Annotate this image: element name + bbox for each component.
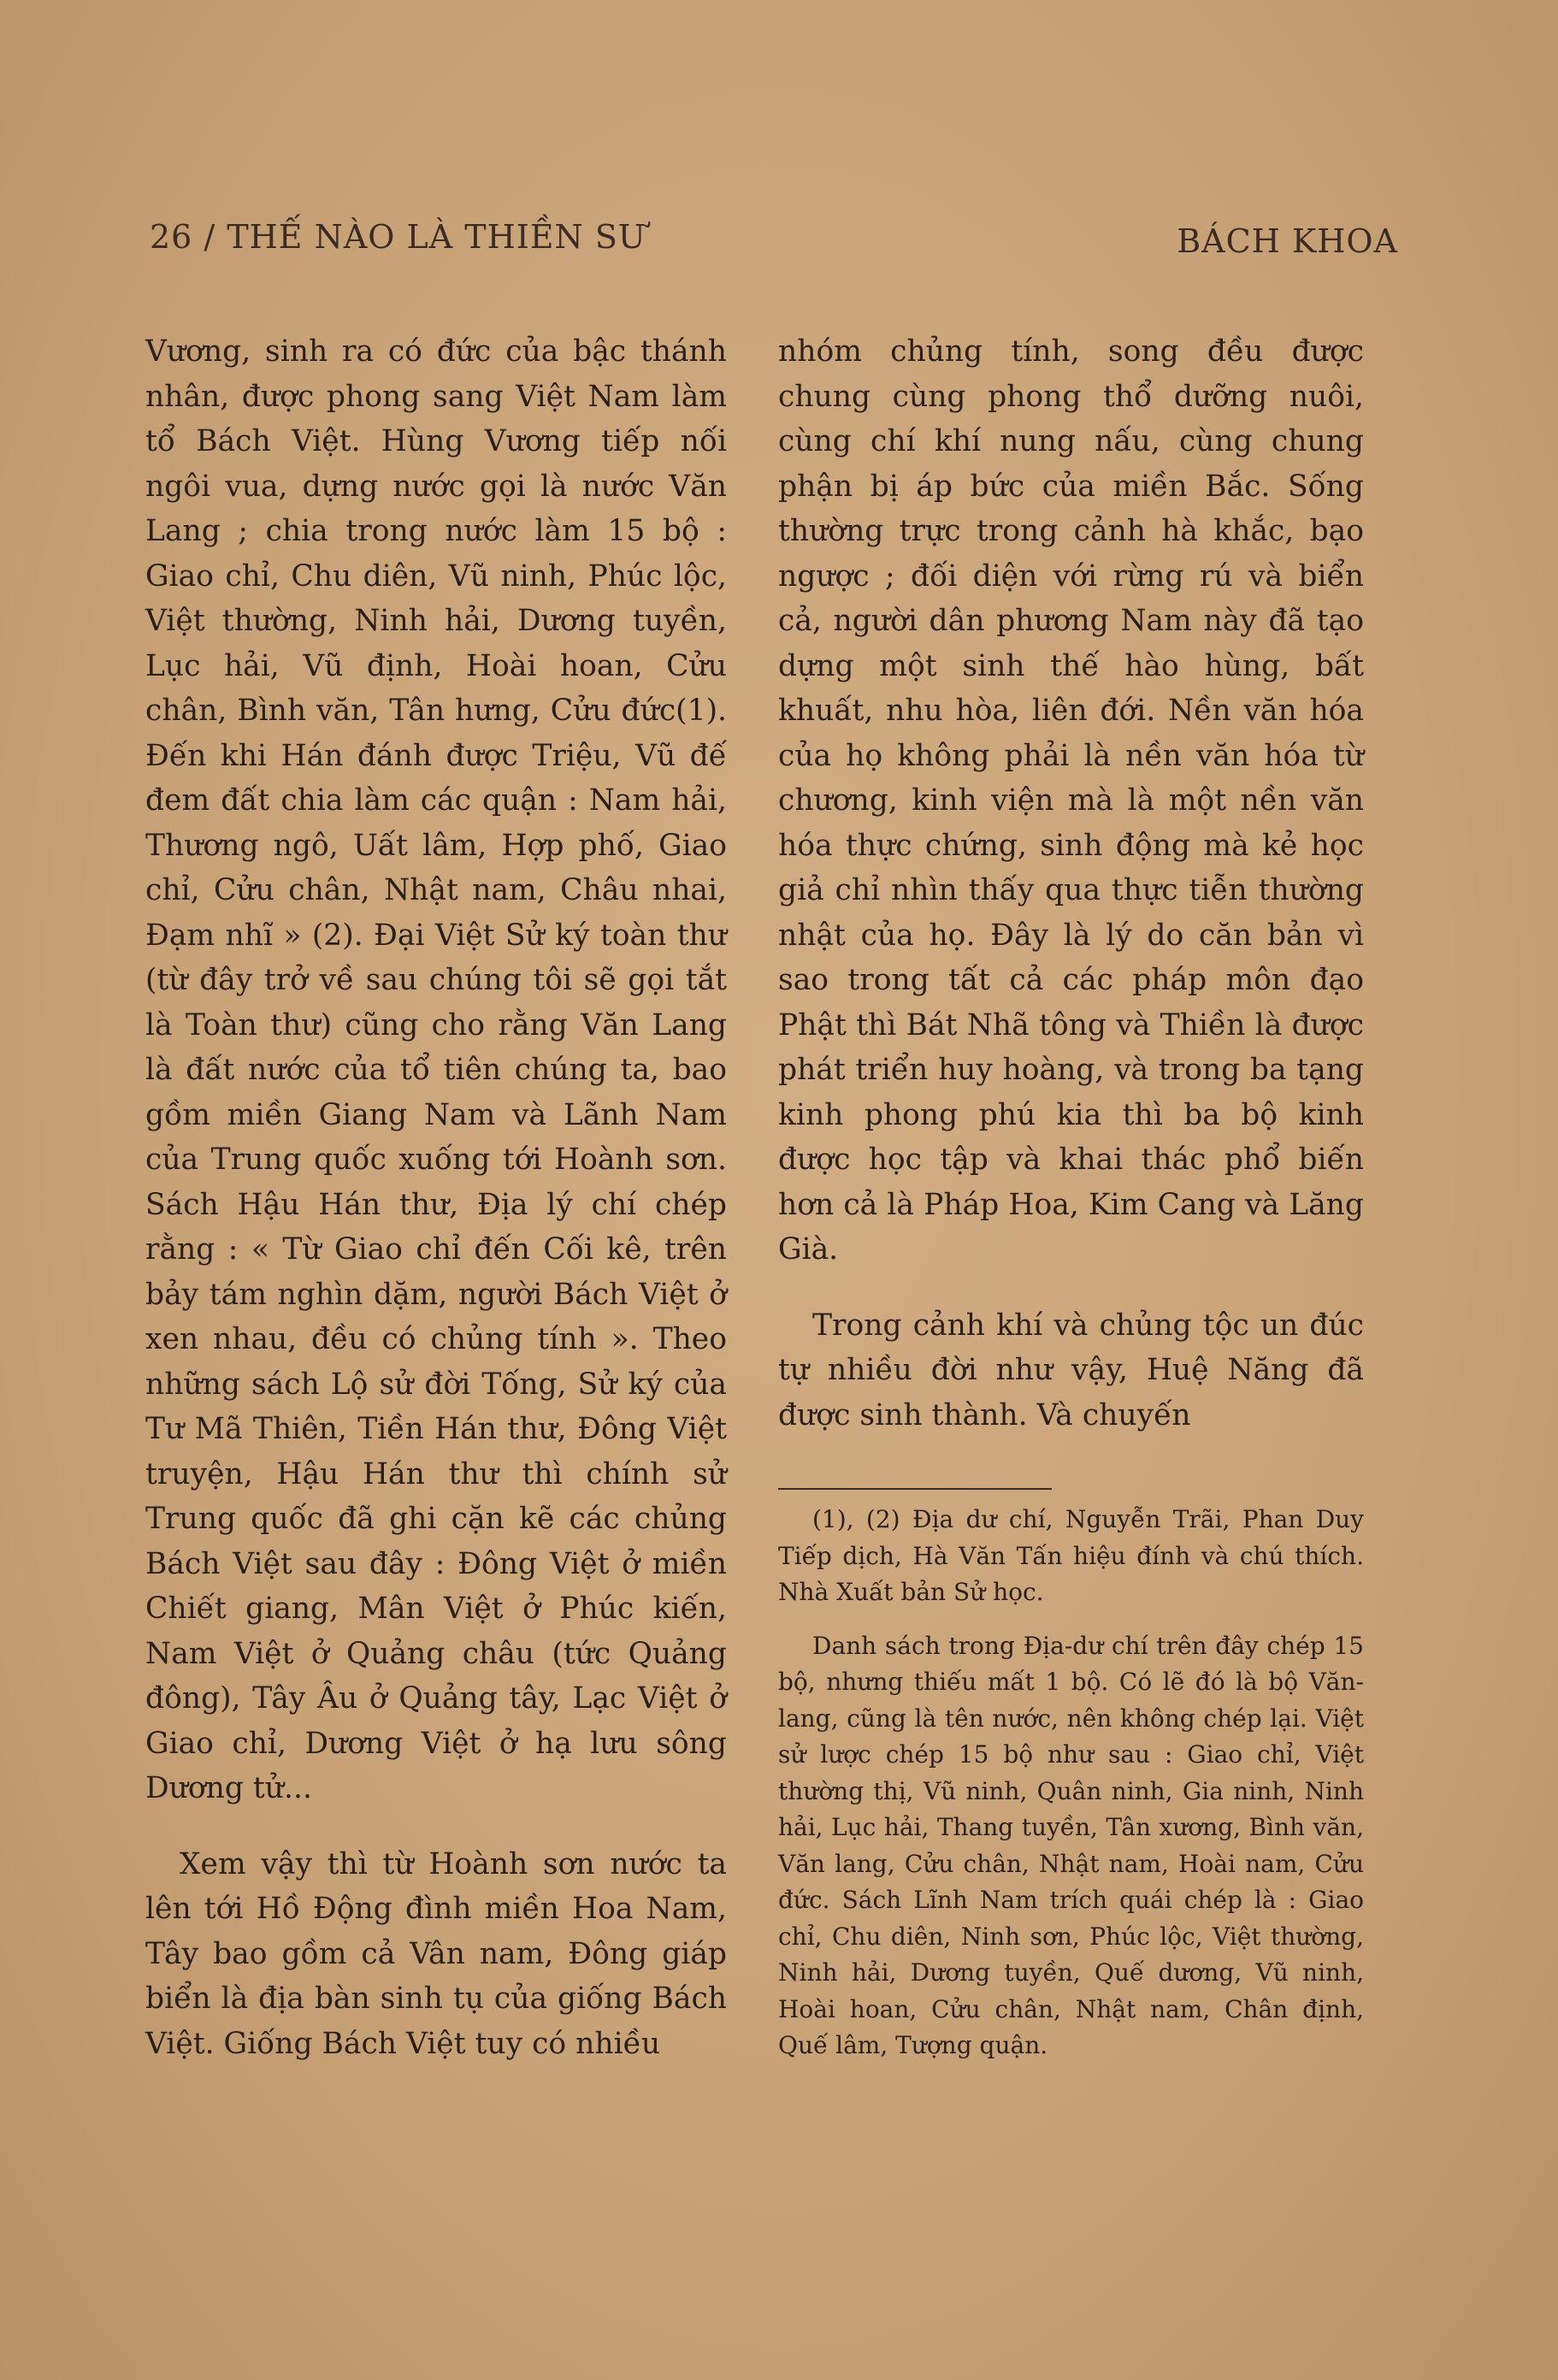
right-paragraph-2: Trong cảnh khí và chủng tộc un đúc tự nhiều đời như vậy, Huệ Năng đã được sinh thành. Và chuyến [778, 1308, 1364, 1432]
left-paragraph-2: Xem vậy thì từ Hoành sơn nước ta lên tới Hồ Động đình miền Hoa Nam, Tây bao gồm cả Vân nam, Đông giáp biển là địa bàn sinh tụ của giống Bách Việt. Giống Bách Việt tuy có nhiều [145, 1846, 727, 2061]
footnotes [778, 1488, 1364, 2064]
right-column [778, 329, 1364, 1438]
page-number-and-title: 26 / THẾ NÀO LÀ THIỀN SƯ [150, 218, 646, 256]
footnote-1: (1), (2) Địa dư chí, Nguyễn Trãi, Phan Duy Tiếp dịch, Hà Văn Tấn hiệu đính và chú thích. Nhà Xuất bản Sử học. [778, 1505, 1364, 1606]
footnote-2: Danh sách trong Địa-dư chí trên đây chép 15 bộ, nhưng thiếu mất 1 bộ. Có lẽ đó là bộ Văn-lang, cũng là tên nước, nên không chép lại. Việt sử lược chép 15 bộ như sau : Giao chỉ, Việt thường thị, Vũ ninh, Quân ninh, Gia ninh, Ninh hải, Lục hải, Thang tuyền, Tân xương, Bình văn, Văn lang, Cửu chân, Nhật nam, Hoài nam, Cửu đức. Sách Lĩnh Nam trích quái chép là : Giao chỉ, Chu diên, Ninh sơn, Phúc lộc, Việt thường, Ninh hải, Dương tuyền, Quế dương, Vũ ninh, Hoài hoan, Cửu chân, Nhật nam, Chân định, Quế lâm, Tượng quận. [778, 1631, 1364, 2059]
right-paragraph-1: nhóm chủng tính, song đều được chung cùng phong thổ dưỡng nuôi, cùng chí khí nung nấu, cùng chung phận bị áp bức của miền Bắc. Sống thường trực trong cảnh hà khắc, bạo ngược ; đối diện với rừng rú và biển cả, người dân phương Nam này đã tạo dựng một sinh thế hào hùng, bất khuất, nhu hòa, liên đới. Nền văn hóa của họ không phải là nền văn hóa từ chương, kinh viện mà là một nền văn hóa thực chứng, sinh động mà kẻ học giả chỉ nhìn thấy qua thực tiễn thường nhật của họ. Đây là lý do căn bản vì sao trong tất cả các pháp môn đạo Phật thì Bát Nhã tông và Thiền là được phát triển huy hoàng, và trong ba tạng kinh phong phú kia thì ba bộ kinh được học tập và khai thác phổ biến hơn cả là Pháp Hoa, Kim Cang và Lăng Già. [778, 334, 1364, 1267]
running-header [150, 218, 1398, 269]
magazine-name: BÁCH KHOA [1177, 222, 1398, 260]
footnote-divider [778, 1488, 1052, 1490]
left-column [145, 329, 727, 2066]
left-paragraph-1: Vương, sinh ra có đức của bậc thánh nhân, được phong sang Việt Nam làm tổ Bách Việt. Hùng Vương tiếp nối ngôi vua, dựng nước gọi là nước Văn Lang ; chia trong nước làm 15 bộ : Giao chỉ, Chu diên, Vũ ninh, Phúc lộc, Việt thường, Ninh hải, Dương tuyền, Lục hải, Vũ định, Hoài hoan, Cửu chân, Bình văn, Tân hưng, Cửu đức(1). Đến khi Hán đánh được Triệu, Vũ đế đem đất chia làm các quận : Nam hải, Thương ngô, Uất lâm, Hợp phố, Giao chỉ, Cửu chân, Nhật nam, Châu nhai, Đạm nhĩ » (2). Đại Việt Sử ký toàn thư (từ đây trở về sau chúng tôi sẽ gọi tắt là Toàn thư) cũng cho rằng Văn Lang là đất nước của tổ tiên chúng ta, bao gồm miền Giang Nam và Lãnh Nam của Trung quốc xuống tới Hoành sơn. Sách Hậu Hán thư, Địa lý chí chép rằng : « Từ Giao chỉ đến Cối kê, trên bảy tám nghìn dặm, người Bách Việt ở xen nhau, đều có chủng tính ». Theo những sách Lộ sử đời Tống, Sử ký của Tư Mã Thiên, Tiền Hán thư, Đông Việt truyện, Hậu Hán thư thì chính sử Trung quốc đã ghi cặn kẽ các chủng Bách Việt sau đây : Đông Việt ở miền Chiết giang, Mân Việt ở Phúc kiến, Nam Việt ở Quảng châu (tức Quảng đông), Tây Âu ở Quảng tây, Lạc Việt ở Giao chỉ, Dương Việt ở hạ lưu sông Dương tử... [145, 334, 727, 1805]
